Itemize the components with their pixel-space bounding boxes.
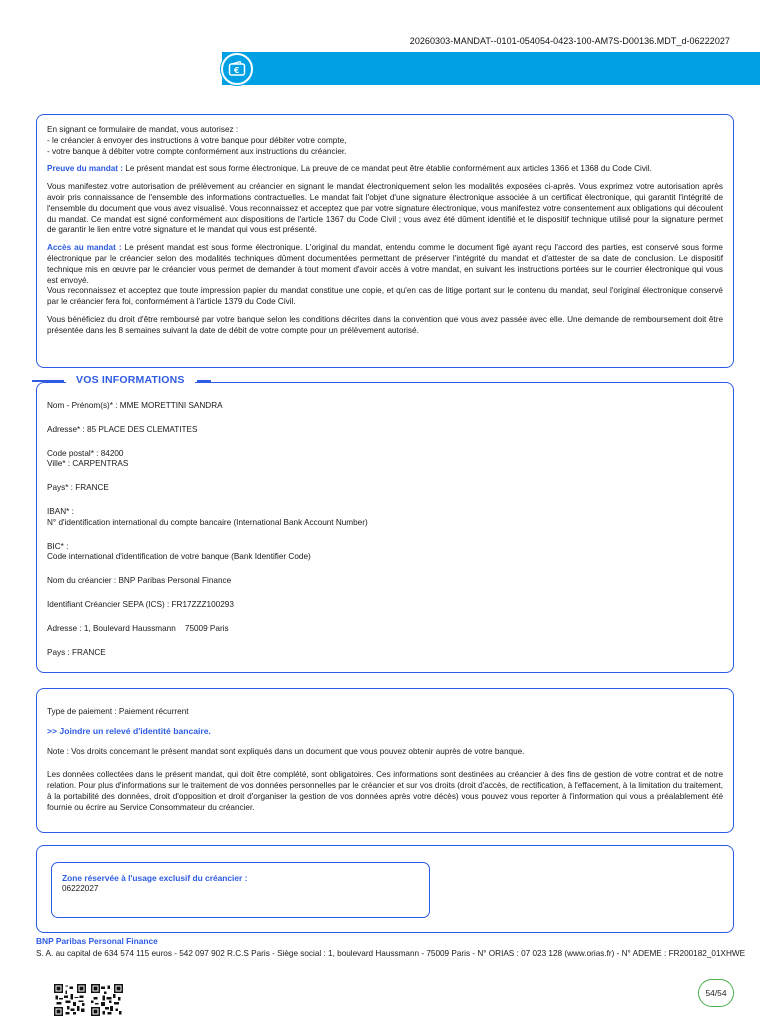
section-title-vos-informations: VOS INFORMATIONS — [66, 374, 195, 386]
qr-code-icon — [91, 984, 123, 1016]
euro-wallet-icon — [221, 53, 253, 85]
page-number-badge: 54/54 — [698, 979, 734, 1007]
payment-type: Type de paiement : Paiement récurrent — [47, 707, 189, 716]
bic-label: BIC* : — [47, 541, 69, 551]
attach-rib-link[interactable]: >> Joindre un relevé d'identité bancaire. — [47, 725, 211, 736]
creditor-address-field: Adresse : 1, Boulevard Haussmann 75009 Paris — [47, 623, 229, 633]
proof-paragraph — [47, 164, 723, 175]
payment-panel — [36, 688, 734, 833]
creditor-country-field: Pays : FRANCE — [47, 647, 106, 657]
your-information-panel — [36, 382, 734, 673]
country-field: Pays* : FRANCE — [47, 483, 109, 493]
copy-paragraph: Vous reconnaissez et acceptez que toute impression papier du mandat constitue une copie, et qu'en cas de litige portant sur le contenu du mandat, seul l'original électronique conservé par le créancier fera foi, conformément à l'article 1379 du Code Civil. — [47, 286, 723, 307]
intro-line: - votre banque à débiter votre compte conformément aux instructions du créancier. — [47, 146, 347, 156]
creditor-zone-value: 06222027 — [62, 884, 99, 893]
creditor-zone-label: Zone réservée à l'usage exclusif du créancier : — [62, 873, 248, 883]
note-paragraph: Note : Vos droits concernant le présent mandat sont expliqués dans un document que vous pouvez obtenir auprès de votre banque. — [47, 746, 525, 756]
data-protection-paragraph: Les données collectées dans le présent mandat, qui doit être complété, sont obligatoires. Ces informations sont destinées au créancier à des fins de gestion de votre contrat et de notre relation. Pour plus d'informations sur le traitement de vos données personnelles par le créancier et sur vos droits (droit d'accès, de rectification, à l'effacement, à la limitation du traitement, à la portabilité des données, droit d'opposition et droit d'organiser la gestion de vos données après votre décès) vous pouvez vous reporter à l'information qui vous a préalablement été fournie ou écrire au Service Consommateur du créancier. — [47, 770, 723, 812]
intro-line: En signant ce formulaire de mandat, vous autorisez : — [47, 125, 239, 134]
iban-field — [47, 507, 723, 529]
name-field: Nom - Prénom(s)* : MME MORETTINI SANDRA — [47, 401, 223, 410]
city: Ville* : CARPENTRAS — [47, 459, 129, 469]
proof-text: Le présent mandat est sous forme électronique. La preuve de ce mandat peut être établie conformément aux articles 1366 et 1368 du Code Civil. — [122, 164, 652, 174]
document-reference: 20260303-MANDAT--0101-054054-0423-100-AM7S-D00136.MDT_d-06222027 — [409, 36, 730, 46]
access-text: Le présent mandat est sous forme électronique. L'original du mandat, entendu comme le document figé ayant reçu l'accord des parties, est conservé sous forme électronique par le créancier selon des modalités techniques dûment documentées permettant de préserver l'intégrité du mandat et d'attester de sa date de conclusion. Le dispositif technique mis en œuvre par le créancier vous permet de demander à tout moment d'avoir accès à votre mandat, en suivant les instructions portées sur le courrier électronique qui vous est envoyé. — [47, 243, 723, 285]
creditor-zone-panel — [36, 845, 734, 933]
footer-company: BNP Paribas Personal Finance — [36, 936, 158, 946]
creditor-sepa-id-field: Identifiant Créancier SEPA (ICS) : FR17ZZZ100293 — [47, 599, 234, 609]
address-field: Adresse* : 85 PLACE DES CLEMATITES — [47, 424, 198, 434]
iban-description: N° d'identification international du compte bancaire (International Bank Account Number) — [47, 517, 368, 527]
postal-city-field — [47, 449, 723, 471]
mandate-info-panel — [36, 114, 734, 368]
access-paragraph — [47, 243, 723, 286]
consent-paragraph: Vous manifestez votre autorisation de prélèvement au créancier en signant le mandat électroniquement selon les modalités exposées ci-après. Vous exprimez votre autorisation après avoir pris connaissance de l'ensemble des informations contractuelles. Le mandat fait l'objet d'une signature électronique associée à un certificat électronique, qui garantit l'intégrité de l'ensemble du document que vous avez visualisé. Vous reconnaissez et acceptez que par votre signature électronique, vous manifestez votre consentement aux obligations qui découlent du mandat. Ce mandat est signé conformément aux dispositions de l'article 1367 du Code Civil ; vous avez été dûment identifié et le dispositif technique utilisé pour la signature permet de garantir le lien entre votre signature et le mandat qui vous est présenté. — [47, 182, 723, 235]
creditor-zone-box — [51, 862, 430, 918]
postal-code: Code postal* : 84200 — [47, 448, 124, 458]
refund-paragraph: Vous bénéficiez du droit d'être remboursé par votre banque selon les conditions décrites dans la convention que vous avez passée avec elle. Une demande de remboursement doit être présentée dans les 8 semaines suivant la date de débit de votre compte pour un prélèvement autorisé. — [47, 314, 723, 335]
iban-label: IBAN* : — [47, 506, 74, 516]
bic-field — [47, 542, 723, 564]
access-label: Accès au mandat : — [47, 243, 122, 253]
footer-legal: S. A. au capital de 634 574 115 euros - 542 097 902 R.C.S Paris - Siège social : 1, boulevard Haussmann - 75009 Paris - N° ORIAS : 07 023 128 (www.orias.fr) - N° ADEME : FR200182_01XHWE — [36, 949, 746, 958]
svg-text:€: € — [234, 65, 240, 75]
intro-line: - le créancier à envoyer des instructions à votre banque pour débiter votre compte, — [47, 135, 347, 145]
proof-label: Preuve du mandat : — [47, 164, 123, 174]
header-banner — [222, 52, 760, 85]
creditor-name-field: Nom du créancier : BNP Paribas Personal Finance — [47, 576, 232, 586]
qr-code-icon — [54, 984, 86, 1016]
bic-description: Code international d'identification de votre banque (Bank Identifier Code) — [47, 552, 311, 562]
